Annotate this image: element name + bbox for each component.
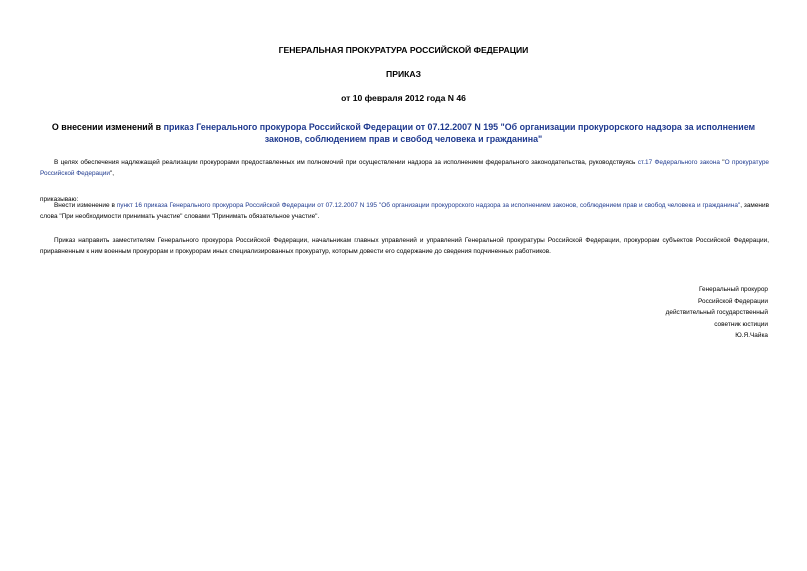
law-title-link[interactable]: О прокуратуре Российской Федерации	[40, 159, 770, 177]
signature-block	[666, 284, 768, 342]
document-date: от 10 февраля 2012 года N 46	[341, 93, 466, 103]
amended-clause-link[interactable]: пункт 16 приказа Генерального прокурора Российской Федерации от 07.12.2007 N 195 "Об организации прокурорского надзора за исполнением законов, соблюдением прав и свобод человека и гражданина"	[116, 202, 741, 209]
order-word: приказываю:	[40, 196, 79, 203]
signer-rank-2: советник юстиции	[714, 320, 768, 328]
signer-position: Генеральный прокурор	[698, 286, 768, 293]
paragraph-amendment	[40, 201, 769, 222]
paragraph-preamble: В целях обеспечения надлежащей реализации прокурорами предоставленных им полномочий при осуществлении надзора за исполнением федерального законодательства, руководствуясь ст.17 Федерального закона "О прокуратуре Российской Федерации",	[40, 159, 770, 177]
amendment-end: , заменив слова "При необходимости принимать участие" словами "Принимать обязательное участие".	[40, 202, 769, 220]
document-subject	[40, 122, 767, 145]
subject-prefix: О внесении изменений в	[51, 122, 164, 132]
signer-name: Ю.Я.Чайка	[735, 332, 768, 340]
amendment-text: Внести изменение в	[54, 202, 117, 209]
paragraph-distribution: Приказ направить заместителям Генерального прокурора Российской Федерации, начальникам главных управлений и управлений Генеральной прокуратуры Российской Федерации, прокурорам субъектов Российской Федерации, приравненным к ним военным прокурорам и прокурорам иных специализированных прокуратур, которым довести его содержание до сведения подчиненных работников.	[40, 237, 769, 255]
issuing-authority: ГЕНЕРАЛЬНАЯ ПРОКУРАТУРА РОССИЙСКОЙ ФЕДЕРАЦИИ	[278, 45, 529, 55]
law-article-link[interactable]: ст.17 Федерального закона	[637, 159, 720, 166]
signer-rank: действительный государственный	[665, 309, 768, 317]
preamble-text: В целях обеспечения надлежащей реализации прокурорами предоставленных им полномочий при осуществлении надзора за исполнением федерального законодательства, руководствуясь	[54, 159, 638, 166]
signer-position-2: Российской Федерации	[697, 297, 768, 305]
document-type: ПРИКАЗ	[386, 69, 421, 79]
subject-link[interactable]: приказ Генерального прокурора Российской Федерации от 07.12.2007 N 195 "Об организации прокурорского надзора за исполнением законов, соблюдением прав и свобод человека и гражданина"	[163, 122, 756, 144]
